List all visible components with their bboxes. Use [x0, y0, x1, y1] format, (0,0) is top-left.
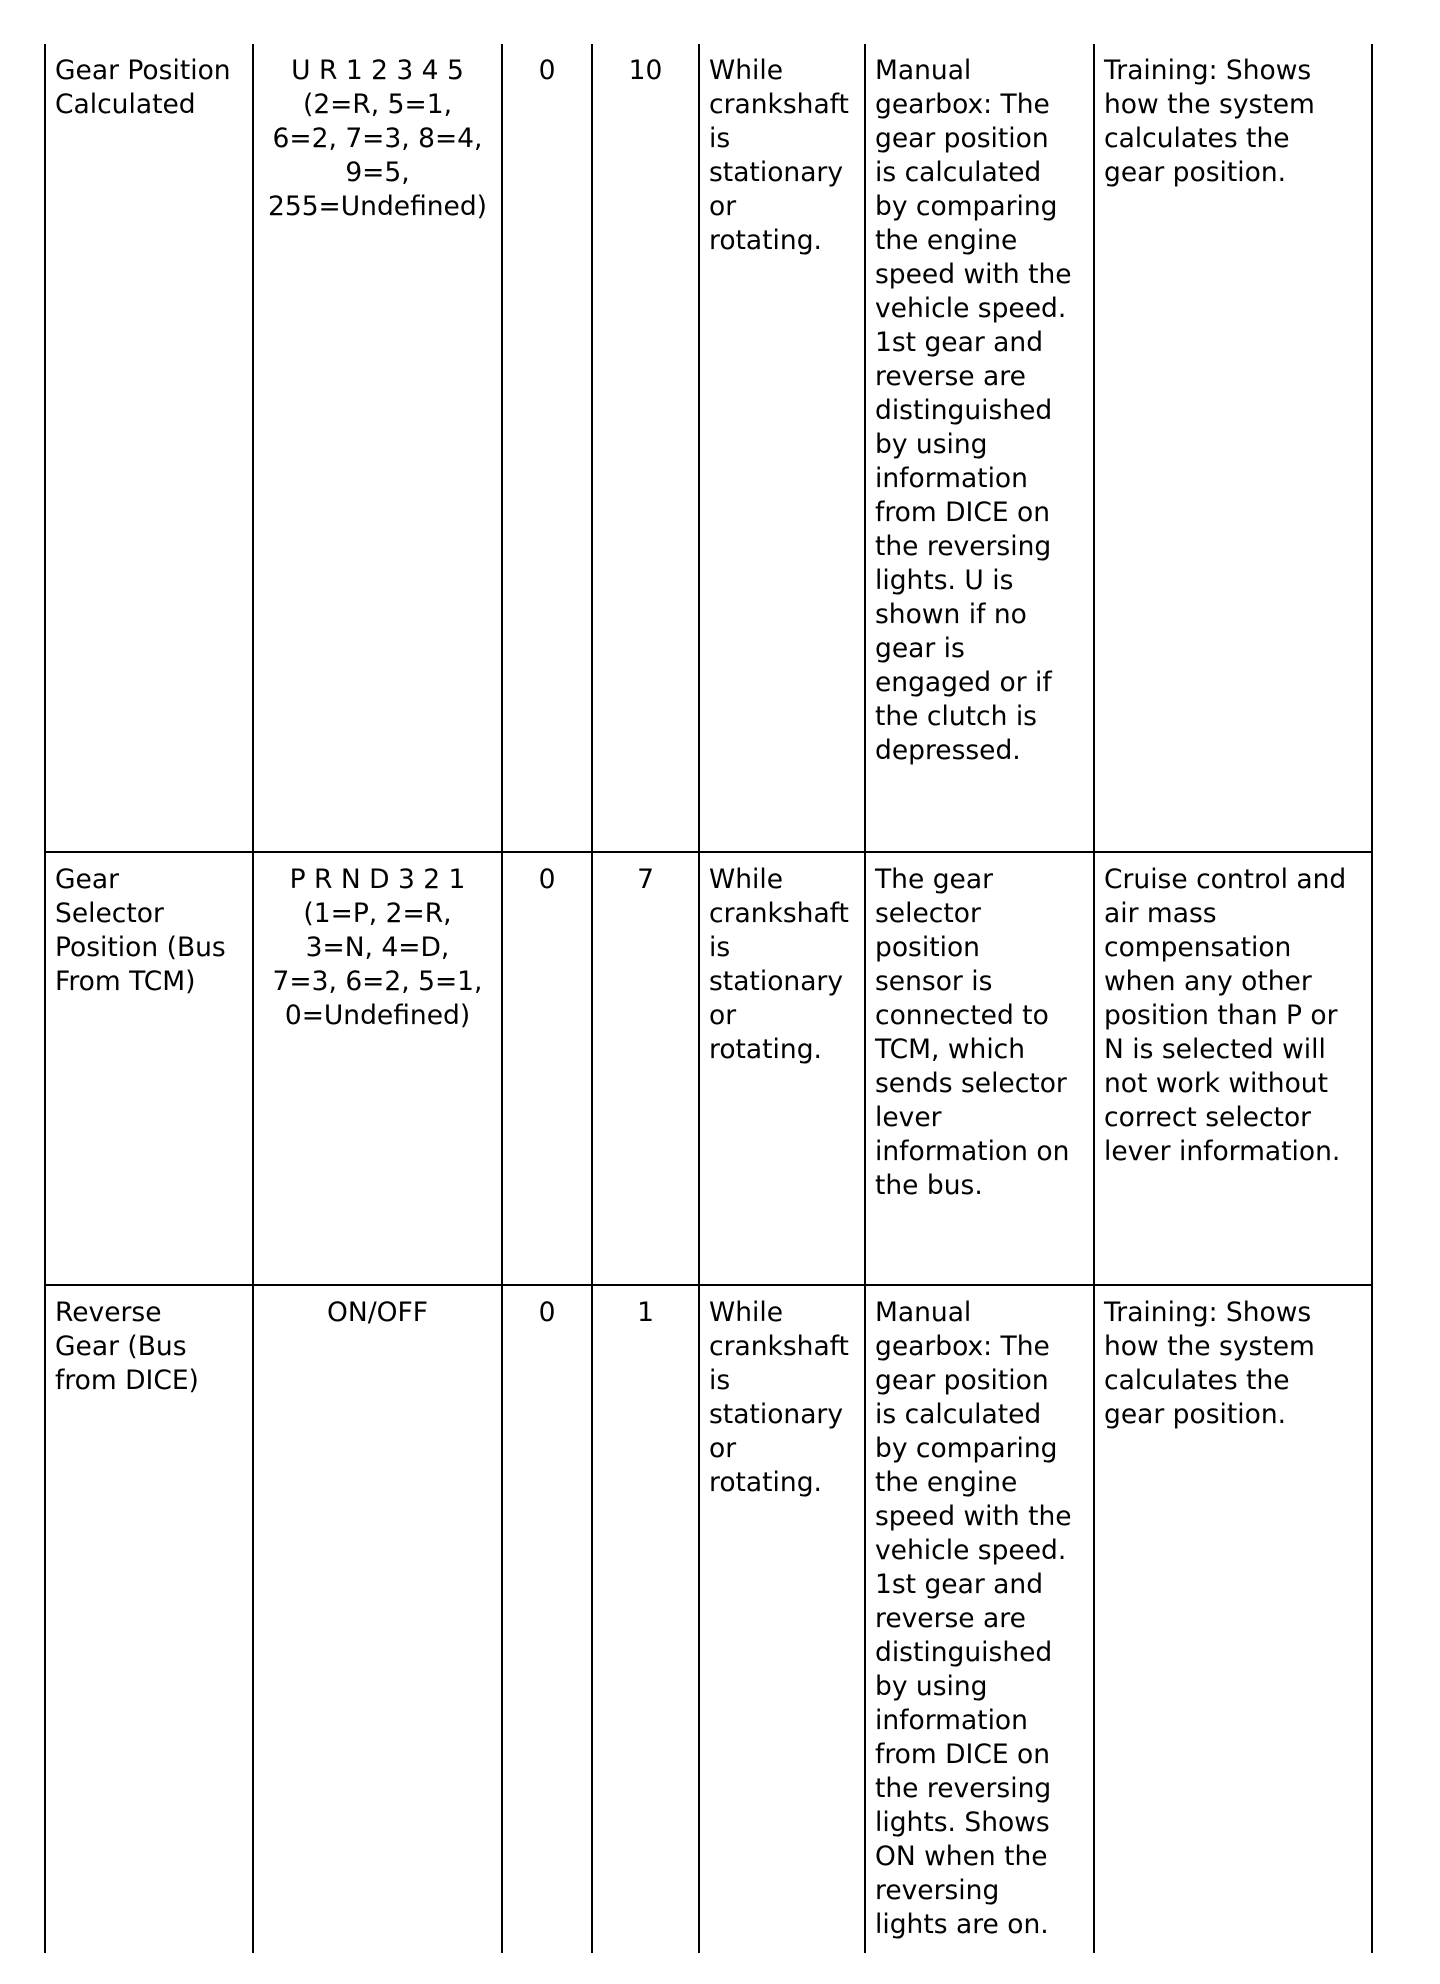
parameter-name-cell	[45, 852, 253, 1285]
condition-cell	[699, 1285, 865, 1953]
max-cell	[592, 1285, 699, 1953]
description-cell	[865, 44, 1094, 852]
value-range: P R N D 3 2 1 (1=P, 2=R, 3=N, 4=D, 7=3, 6=2, 5=1, 0=Undefined)	[272, 864, 483, 1031]
max-value: 10	[628, 55, 663, 86]
max-value: 1	[637, 1297, 654, 1328]
value-range: U R 1 2 3 4 5 (2=R, 5=1, 6=2, 7=3, 8=4, 9=5, 255=Undefined)	[267, 55, 488, 222]
min-cell	[502, 1285, 592, 1953]
description-text: Manual gearbox: The gear position is calculated by comparing the engine speed with the vehicle speed. 1st gear and reverse are distinguished by using information from DICE on the reversing lights. Shows ON when the reversing lights are on.	[875, 1297, 1072, 1940]
min-value: 0	[538, 864, 556, 895]
max-value: 7	[637, 864, 654, 895]
parameter-name: Gear Selector Position (Bus From TCM)	[55, 864, 226, 997]
note-text: Cruise control and air mass compensation when any other position than P or N is selected will not work without correct selector lever information.	[1104, 864, 1347, 1167]
description-text: Manual gearbox: The gear position is calculated by comparing the engine speed with the vehicle speed. 1st gear and reverse are distinguished by using information from DICE on the reversing lights. U is shown if no gear is engaged or if the clutch is depressed.	[875, 55, 1072, 766]
table-row	[45, 852, 1372, 1285]
parameter-name-cell	[45, 1285, 253, 1953]
values-cell	[253, 852, 502, 1285]
values-cell	[253, 1285, 502, 1953]
note-cell	[1094, 1285, 1372, 1953]
min-value: 0	[538, 1297, 556, 1328]
table-row	[45, 1285, 1372, 1953]
parameter-name: Gear Position Calculated	[55, 55, 231, 120]
description-cell	[865, 852, 1094, 1285]
description-cell	[865, 1285, 1094, 1953]
condition-cell	[699, 852, 865, 1285]
condition-cell	[699, 44, 865, 852]
parameter-name: Reverse Gear (Bus from DICE)	[55, 1297, 199, 1396]
parameter-name-cell	[45, 44, 253, 852]
description-text: The gear selector position sensor is connected to TCM, which sends selector lever information on the bus.	[875, 864, 1070, 1201]
parameter-table	[44, 44, 1373, 1953]
note-cell	[1094, 852, 1372, 1285]
min-cell	[502, 44, 592, 852]
condition-text: While crankshaft is stationary or rotating.	[709, 864, 849, 1065]
table-row	[45, 44, 1372, 852]
min-value: 0	[538, 55, 556, 86]
condition-text: While crankshaft is stationary or rotating.	[709, 1297, 849, 1498]
condition-text: While crankshaft is stationary or rotating.	[709, 55, 849, 256]
note-text: Training: Shows how the system calculates the gear position.	[1104, 1297, 1315, 1430]
note-text: Training: Shows how the system calculates the gear position.	[1104, 55, 1315, 188]
min-cell	[502, 852, 592, 1285]
value-range: ON/OFF	[327, 1297, 428, 1328]
values-cell	[253, 44, 502, 852]
note-cell	[1094, 44, 1372, 852]
max-cell	[592, 44, 699, 852]
max-cell	[592, 852, 699, 1285]
